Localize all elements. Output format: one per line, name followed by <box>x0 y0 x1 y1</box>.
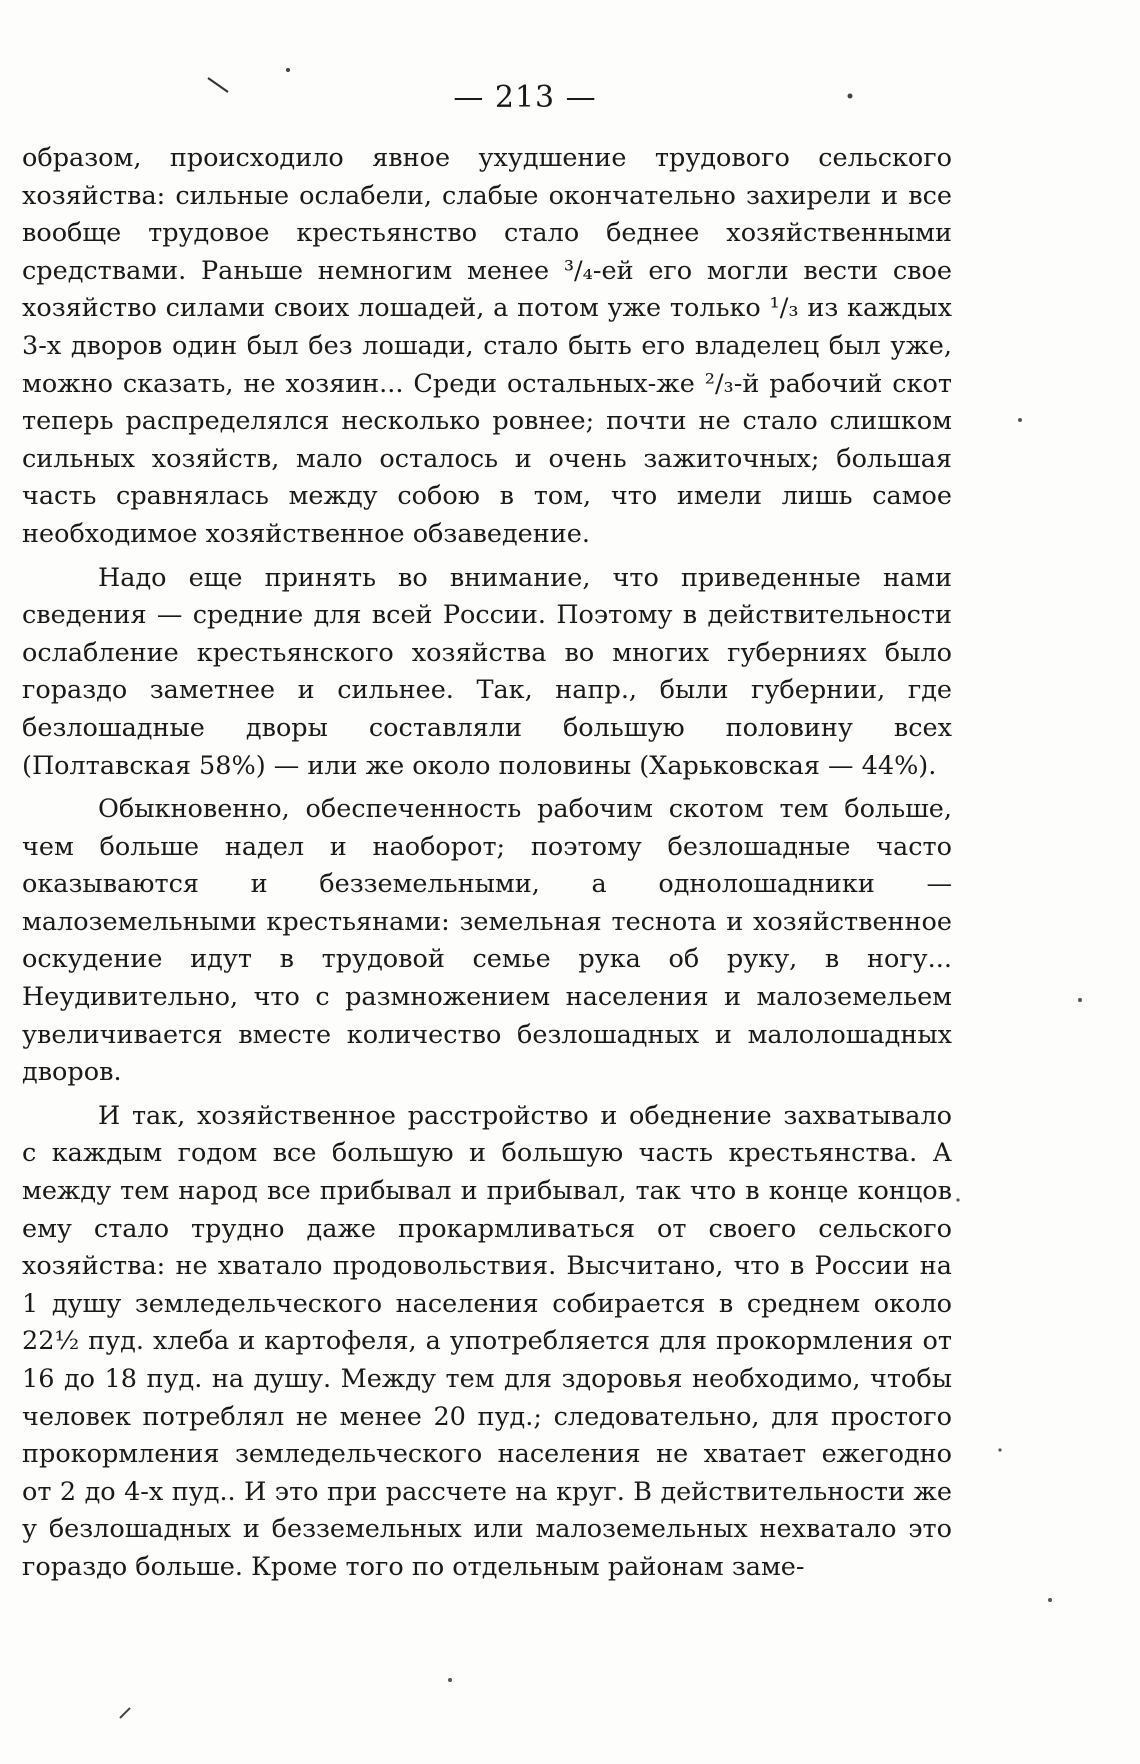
paragraph-3: Обыкновенно, обеспеченность рабочим скотом тем больше, чем больше надел и наоборот; поэтому безлошадные часто оказываются и безземельными, а однолошадники — малоземельными крестьянами: земельная теснота и хозяйственное оскудение идут в трудовой семье рука об руку, в ногу... Неудивительно, что с размножением населения и малоземельем увеличивается вместе количество безлошадных и малолошадных дворов. <box>22 794 952 1088</box>
paragraph-1: образом, происходило явное ухудшение трудового сельского хозяйства: сильные ослабели, слабые окончательно захирели и все вообще трудовое крестьянство стало беднее хозяйственными средствами. Раньше немногим менее ³/₄-ей его могли вести свое хозяйство силами своих лошадей, а потом уже только ¹/₃ из каждых 3-х дворов один был без лошади, стало быть его владелец был уже, можно сказать, не хозяин... Среди остальных-же ²/₃-й рабочий скот теперь распределялся несколько ровнее; почти не стало слишком сильных хозяйств, мало осталось и очень зажиточных; большая часть сравнялась между собою в том, что имели лишь самое необходимое хозяйственное обзаведение. <box>22 143 952 549</box>
paragraph-4: И так, хозяйственное расстройство и обеднение захватывало с каждым годом все большую и большую часть крестьянства. А между тем народ все прибывал и прибывал, так что в конце концов ему стало трудно даже прокармливаться от своего сельского хозяйства: не хватало продовольствия. Высчитано, что в России на 1 душу земледельческого населения собирается в среднем около 22½ пуд. хлеба и картофеля, а употребляется для прокормления от 16 до 18 пуд. на душу. Между тем для здоровья необходимо, чтобы человек потреблял не менее 20 пуд.; следовательно, для простого прокормления земледельческого населения не хватает ежегодно от 2 до 4-х пуд.. И это при рассчете на круг. В действительности же у безлошадных и безземельных или малоземельных нехватало это гораздо больше. Кроме того по отдельным районам заме- <box>22 1100 952 1582</box>
paragraph-2: Надо еще принять во внимание, что приведенные нами сведения — средние для всей России. Поэтому в действительности ослабление крестьянского хозяйства во многих губерниях было гораздо заметнее и сильнее. Так, напр., были губернии, где безлошадные дворы составляли большую половину всех (Полтавская 58%) — или же около половины (Харьковская — 44%). <box>22 562 952 781</box>
page-number: — 213 — <box>453 80 597 115</box>
text-body <box>22 140 952 1593</box>
